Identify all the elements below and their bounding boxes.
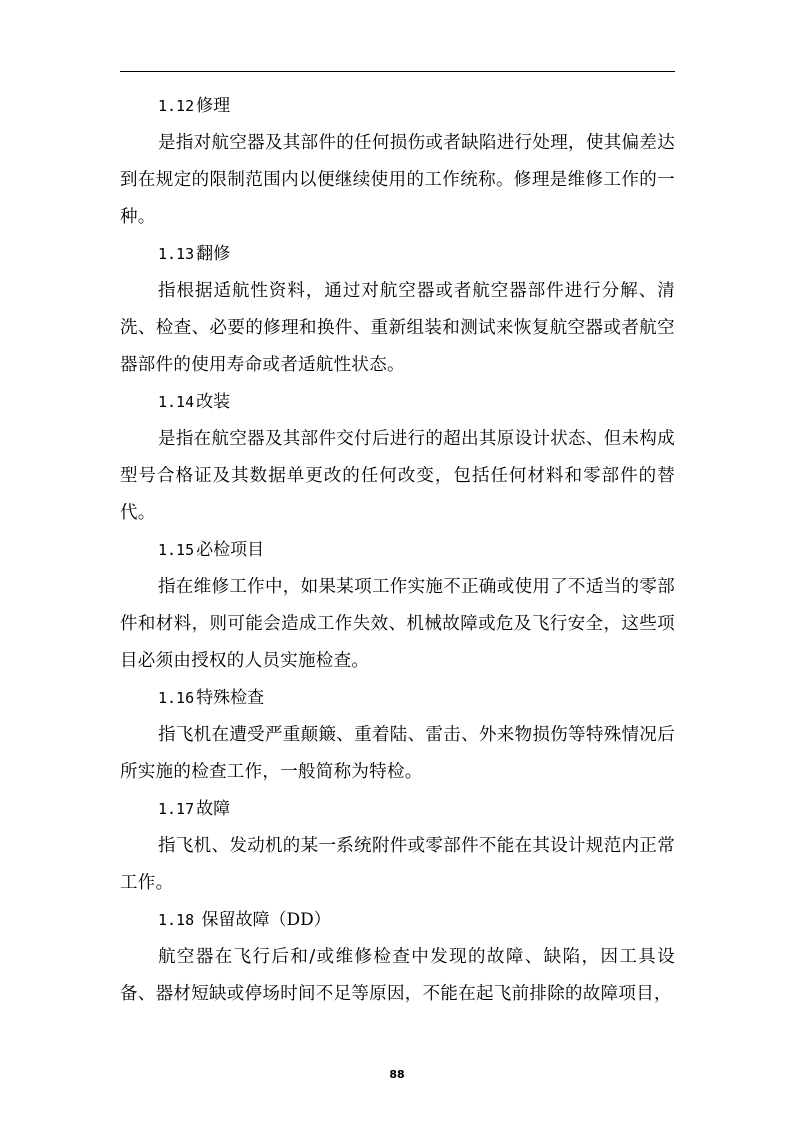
section-heading: [120, 902, 675, 939]
section-title: 必检项目: [196, 540, 265, 560]
section-paragraph: 指在维修工作中，如果某项工作实施不正确或使用了不适当的零部件和材料，则可能会造成工作失效、机械故障或危及飞行安全，这些项目必须由授权的人员实施检查。: [120, 577, 675, 671]
section-heading: [120, 88, 675, 125]
section-title: 特殊检查: [196, 688, 265, 708]
section-title: 保留故障（DD）: [196, 910, 331, 930]
section-heading: [120, 791, 675, 828]
section-1-12: [120, 88, 675, 236]
section-heading: [120, 384, 675, 421]
section-number: 1.16: [158, 689, 195, 707]
section-paragraph: 指飞机在遭受严重颠簸、重着陆、雷击、外来物损伤等特殊情况后所实施的检查工作，一般简称为特检。: [120, 725, 675, 782]
section-title: 改装: [196, 392, 231, 412]
header-rule: [120, 71, 675, 72]
section-title: 故障: [196, 799, 231, 819]
section-paragraph: 是指对航空器及其部件的任何损伤或者缺陷进行处理，使其偏差达到在规定的限制范围内以便继续使用的工作统称。修理是维修工作的一种。: [120, 133, 675, 227]
document-body: [120, 88, 675, 1013]
section-number: 1.15: [158, 541, 195, 559]
section-number: 1.17: [158, 800, 195, 818]
section-heading: [120, 236, 675, 273]
section-paragraph: 航空器在飞行后和/或维修检查中发现的故障、缺陷，因工具设备、器材短缺或停场时间不足等原因，不能在起飞前排除的故障项目，: [120, 947, 675, 1004]
section-title: 修理: [196, 96, 231, 116]
section-1-13: [120, 236, 675, 384]
section-number: 1.14: [158, 393, 195, 411]
section-1-16: [120, 680, 675, 791]
section-paragraph: 是指在航空器及其部件交付后进行的超出其原设计状态、但未构成型号合格证及其数据单更改的任何改变，包括任何材料和零部件的替代。: [120, 429, 675, 523]
section-1-17: [120, 791, 675, 902]
section-title: 翻修: [196, 244, 231, 264]
section-number: 1.12: [158, 97, 195, 115]
section-1-18: [120, 902, 675, 1013]
page-number: 88: [389, 1068, 405, 1081]
section-1-14: [120, 384, 675, 532]
section-1-15: [120, 532, 675, 680]
section-heading: [120, 532, 675, 569]
section-number: 1.13: [158, 245, 195, 263]
section-heading: [120, 680, 675, 717]
section-paragraph: 指根据适航性资料，通过对航空器或者航空器部件进行分解、清洗、检查、必要的修理和换件、重新组装和测试来恢复航空器或者航空器部件的使用寿命或者适航性状态。: [120, 281, 675, 375]
section-number: 1.18: [158, 911, 195, 929]
section-paragraph: 指飞机、发动机的某一系统附件或零部件不能在其设计规范内正常工作。: [120, 836, 675, 893]
